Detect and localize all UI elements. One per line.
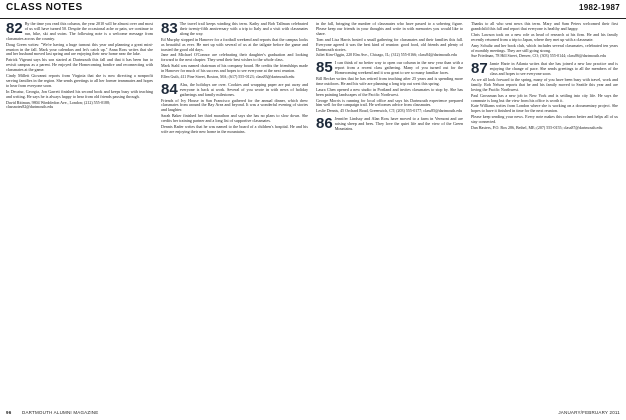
class-year-numeral: 83 xyxy=(161,22,178,37)
note-text: Sarah Baker finished her third marathon and says she has no plans to slow down. She credits her training partner and a long list of supportive classmates. xyxy=(161,113,308,124)
class-note-paragraph xyxy=(316,117,463,132)
correspondent-signature: Leslie Dennis, 45 Orchard Road, Greenwich, CT; (203) 555-0177; class85@dartmouth.edu xyxy=(316,108,462,114)
column-2 xyxy=(161,22,308,402)
class-note-paragraph xyxy=(6,43,153,58)
class-note-paragraph xyxy=(471,33,618,43)
class-note-paragraph xyxy=(471,104,618,114)
correspondent-signature: David Rittman, 9804 Wimbledon Ave., London; (212) 555-0188; classnotes82@dartmouth.edu xyxy=(6,99,111,110)
class-note-paragraph xyxy=(471,62,618,77)
issue-date: JANUARY/FEBRUARY 2011 xyxy=(558,410,620,415)
correspondent-signature: Sue Friedman, 78 Hill Street, Denver, CO; (303) 555-0144; class86@dartmouth.edu xyxy=(471,53,606,59)
class-years-range: 1982-1987 xyxy=(579,3,620,12)
column-1 xyxy=(6,22,153,402)
class-note-paragraph xyxy=(471,115,618,125)
class-note-paragraph xyxy=(161,80,308,98)
class-note-paragraph xyxy=(316,99,463,109)
note-text: Thanks to all who sent news this term. Mary and Sam Peters welcomed their first grandchild this fall and report that everyone is healthy and happy. xyxy=(471,22,618,31)
note-text: Jennifer Lindsay and Alan Ross have moved to a farm in Vermont and are raising sheep and bees. They love the quiet life and the view of the Green Mountains. xyxy=(334,116,463,131)
class-note-paragraph xyxy=(471,94,618,104)
section-title: CLASS NOTES xyxy=(6,2,83,13)
class-note-paragraph xyxy=(471,78,618,93)
note-text: Mark Stahl was named chairman of his company board. He credits the friendships made in Hanover for much of his success and hopes to see everyone at the next reunion. xyxy=(161,63,308,74)
column-3 xyxy=(316,22,463,402)
note-text: The travel trail keeps winding this term. Kathy and Bob Tallman celebrated their twenty-fifth anniversary with a trip to Italy and a visit with classmates along the way. xyxy=(179,22,308,36)
class-note-paragraph xyxy=(161,53,308,63)
class-note-paragraph xyxy=(161,38,308,53)
note-text: Ed Murphy stopped in Hanover for a football weekend and reports that the campus looks as beautiful as ever. He met up with several of us at the tailgate before the game and toasted the good old days. xyxy=(161,36,308,52)
note-text: Alas, the holidays are over. Cookies and wrapping paper are put away and everyone is back at work. Several of you wrote in with news of holiday gatherings and family milestones. xyxy=(179,81,308,97)
magazine-title: DARTMOUTH ALUMNI MAGAZINE xyxy=(22,410,99,415)
note-text: Paul Grossman has a new job in New York and is settling into city life. He says the commute is long but the view from his office is worth it. xyxy=(471,92,618,103)
note-text: Bill Becker writes that he has retired from teaching after 25 years and is spending more time outdoors. He and his wife are planning a long trip out west this spring. xyxy=(316,75,463,86)
class-note-paragraph xyxy=(316,61,463,76)
note-text: Cindy Millett Giovanni reports from Virginia that she is now directing a nonprofit serving families in the region. She sends greetings to all her former teammates and hopes to hear from everyone soon. xyxy=(6,73,153,88)
class-note-paragraph xyxy=(316,88,463,98)
note-text: Chris Lawson took on a new role as head of research at his firm. He and his family recently returned from a trip to Japan, where they met up with a classmate. xyxy=(471,31,618,42)
class-note-paragraph xyxy=(6,90,153,100)
note-text: In Decatur, Georgia, Jon Garrett finished his second book and keeps busy with teaching and writing. He says he is always happy to hear from old friends passing through. xyxy=(6,88,153,99)
class-note-paragraph xyxy=(6,22,153,42)
class-year-numeral: 84 xyxy=(161,80,178,98)
note-text: Doug Green writes: "We're having a huge turnout this year and planning a great mini-reunion in the fall. Mark your calendars and let's catch up." Anna Ross writes that she and her husband moved last spring and are enjoying their new home near the lake. xyxy=(6,41,153,57)
class-year-numeral: 85 xyxy=(316,59,333,77)
note-text: I can think of no better way to open our column in the new year than with a report from a recent class gathering. Many of you turned out for the Homecoming weekend and it was great to see so many familiar faces. xyxy=(334,60,463,76)
class-note-paragraph xyxy=(161,22,308,37)
class-note-paragraph xyxy=(161,125,308,135)
page-header xyxy=(0,0,626,19)
class-note-paragraph xyxy=(316,77,463,87)
page-footer xyxy=(0,406,626,420)
note-text: Patrick Vigeant says his son started at Dartmouth this fall and that it has been fun to revisit campus as a parent. He enjoyed the Homecoming bonfire and reconnecting with classmates at the game. xyxy=(6,57,153,73)
correspondent-signature: Ellen Guth, 411 Pine Street, Boston, MA; (617) 555-0123; class83@dartmouth.edu xyxy=(161,74,295,80)
note-text: George Morris is running for local office and says his Dartmouth experience prepared him well for the campaign trail. He welcomes advice from classmates. xyxy=(316,97,463,108)
correspondent-signature: Dan Hasters, P.O. Box 286, Bethel, ME; (207) 555-0155; class87@dartmouth.edu xyxy=(471,125,603,131)
note-text: As we all look forward to the spring, many of you have been busy with travel, work and family. Rob Nelson reports that he and his family moved to Seattle this year and are loving the Pacific Northwest. xyxy=(471,76,618,92)
class-year-numeral: 87 xyxy=(471,60,488,78)
page-number: 96 xyxy=(6,410,12,415)
class-note-paragraph xyxy=(161,64,308,74)
class-year-numeral: 82 xyxy=(6,22,23,37)
note-text: Please keep sending your news. Every note makes this column better and helps all of us stay connected. xyxy=(471,114,618,125)
note-text: in the fall, bringing the number of classmates who have passed to a sobering figure. Please keep our friends in your thoughts and write in with memories you would like to share. xyxy=(316,22,463,36)
class-note-paragraph xyxy=(316,22,463,37)
correspondent-signature: Juliet Kim-Oggin, 220 Elm Ave., Chicago, IL; (312) 555-0166; class84@dartmouth.edu xyxy=(316,52,457,58)
note-text: Tom and Lisa Harris hosted a small gathering for classmates and their families this fall. Everyone agreed it was the best kind of reunion: good food, old friends and plenty of Dartmouth stories. xyxy=(316,36,463,52)
class-note-paragraph xyxy=(161,114,308,124)
class-note-paragraph xyxy=(471,44,618,54)
class-note-paragraph xyxy=(161,99,308,114)
note-text: Jamie Harte in Atlanta writes that she has joined a new law practice and is enjoying the change of pace. She sends greetings to all the members of the class and hopes to see everyone soon. xyxy=(489,61,618,77)
class-note-paragraph xyxy=(471,22,618,32)
column-4 xyxy=(471,22,618,402)
note-text: Kate Williams writes from London where she is working on a documentary project. She hopes to have it finished in time for the next reunion. xyxy=(471,103,618,114)
note-text: Amy Schultz and her book club, which includes several classmates, celebrated ten years of monthly meetings. They are still going strong. xyxy=(471,42,618,53)
class-note-paragraph xyxy=(316,38,463,53)
note-text: Dennis Rader writes that he was named to the board of a children's hospital. He and his wife are enjoying their new home in the mountains. xyxy=(161,124,308,135)
note-text: Laura Chen opened a new studio in Portland and invites classmates to stop by. She has been painting landscapes of the Pacific Northwest. xyxy=(316,86,463,97)
note-text: By the time you read this column, the year 2010 will be almost over and most of us will have turned 50. Despite the occasional ache or pain, we continue to run, bike, ski and swim. The following note is a welcome message from classmates across the country. xyxy=(6,22,153,41)
class-year-numeral: 86 xyxy=(316,115,333,133)
note-text: Jane and Michael O'Connor are celebrating their daughter's graduation and looking forward to the next chapter. They send their best wishes to the whole class. xyxy=(161,52,308,63)
note-text: Friends of Ivy House in San Francisco gathered for the annual dinner, which drew classmates from around the Bay Area and beyond. It was a wonderful evening of stories and laughter. xyxy=(161,97,308,113)
class-note-paragraph xyxy=(6,58,153,73)
class-note-paragraph xyxy=(6,74,153,89)
class-notes-columns xyxy=(6,22,620,402)
